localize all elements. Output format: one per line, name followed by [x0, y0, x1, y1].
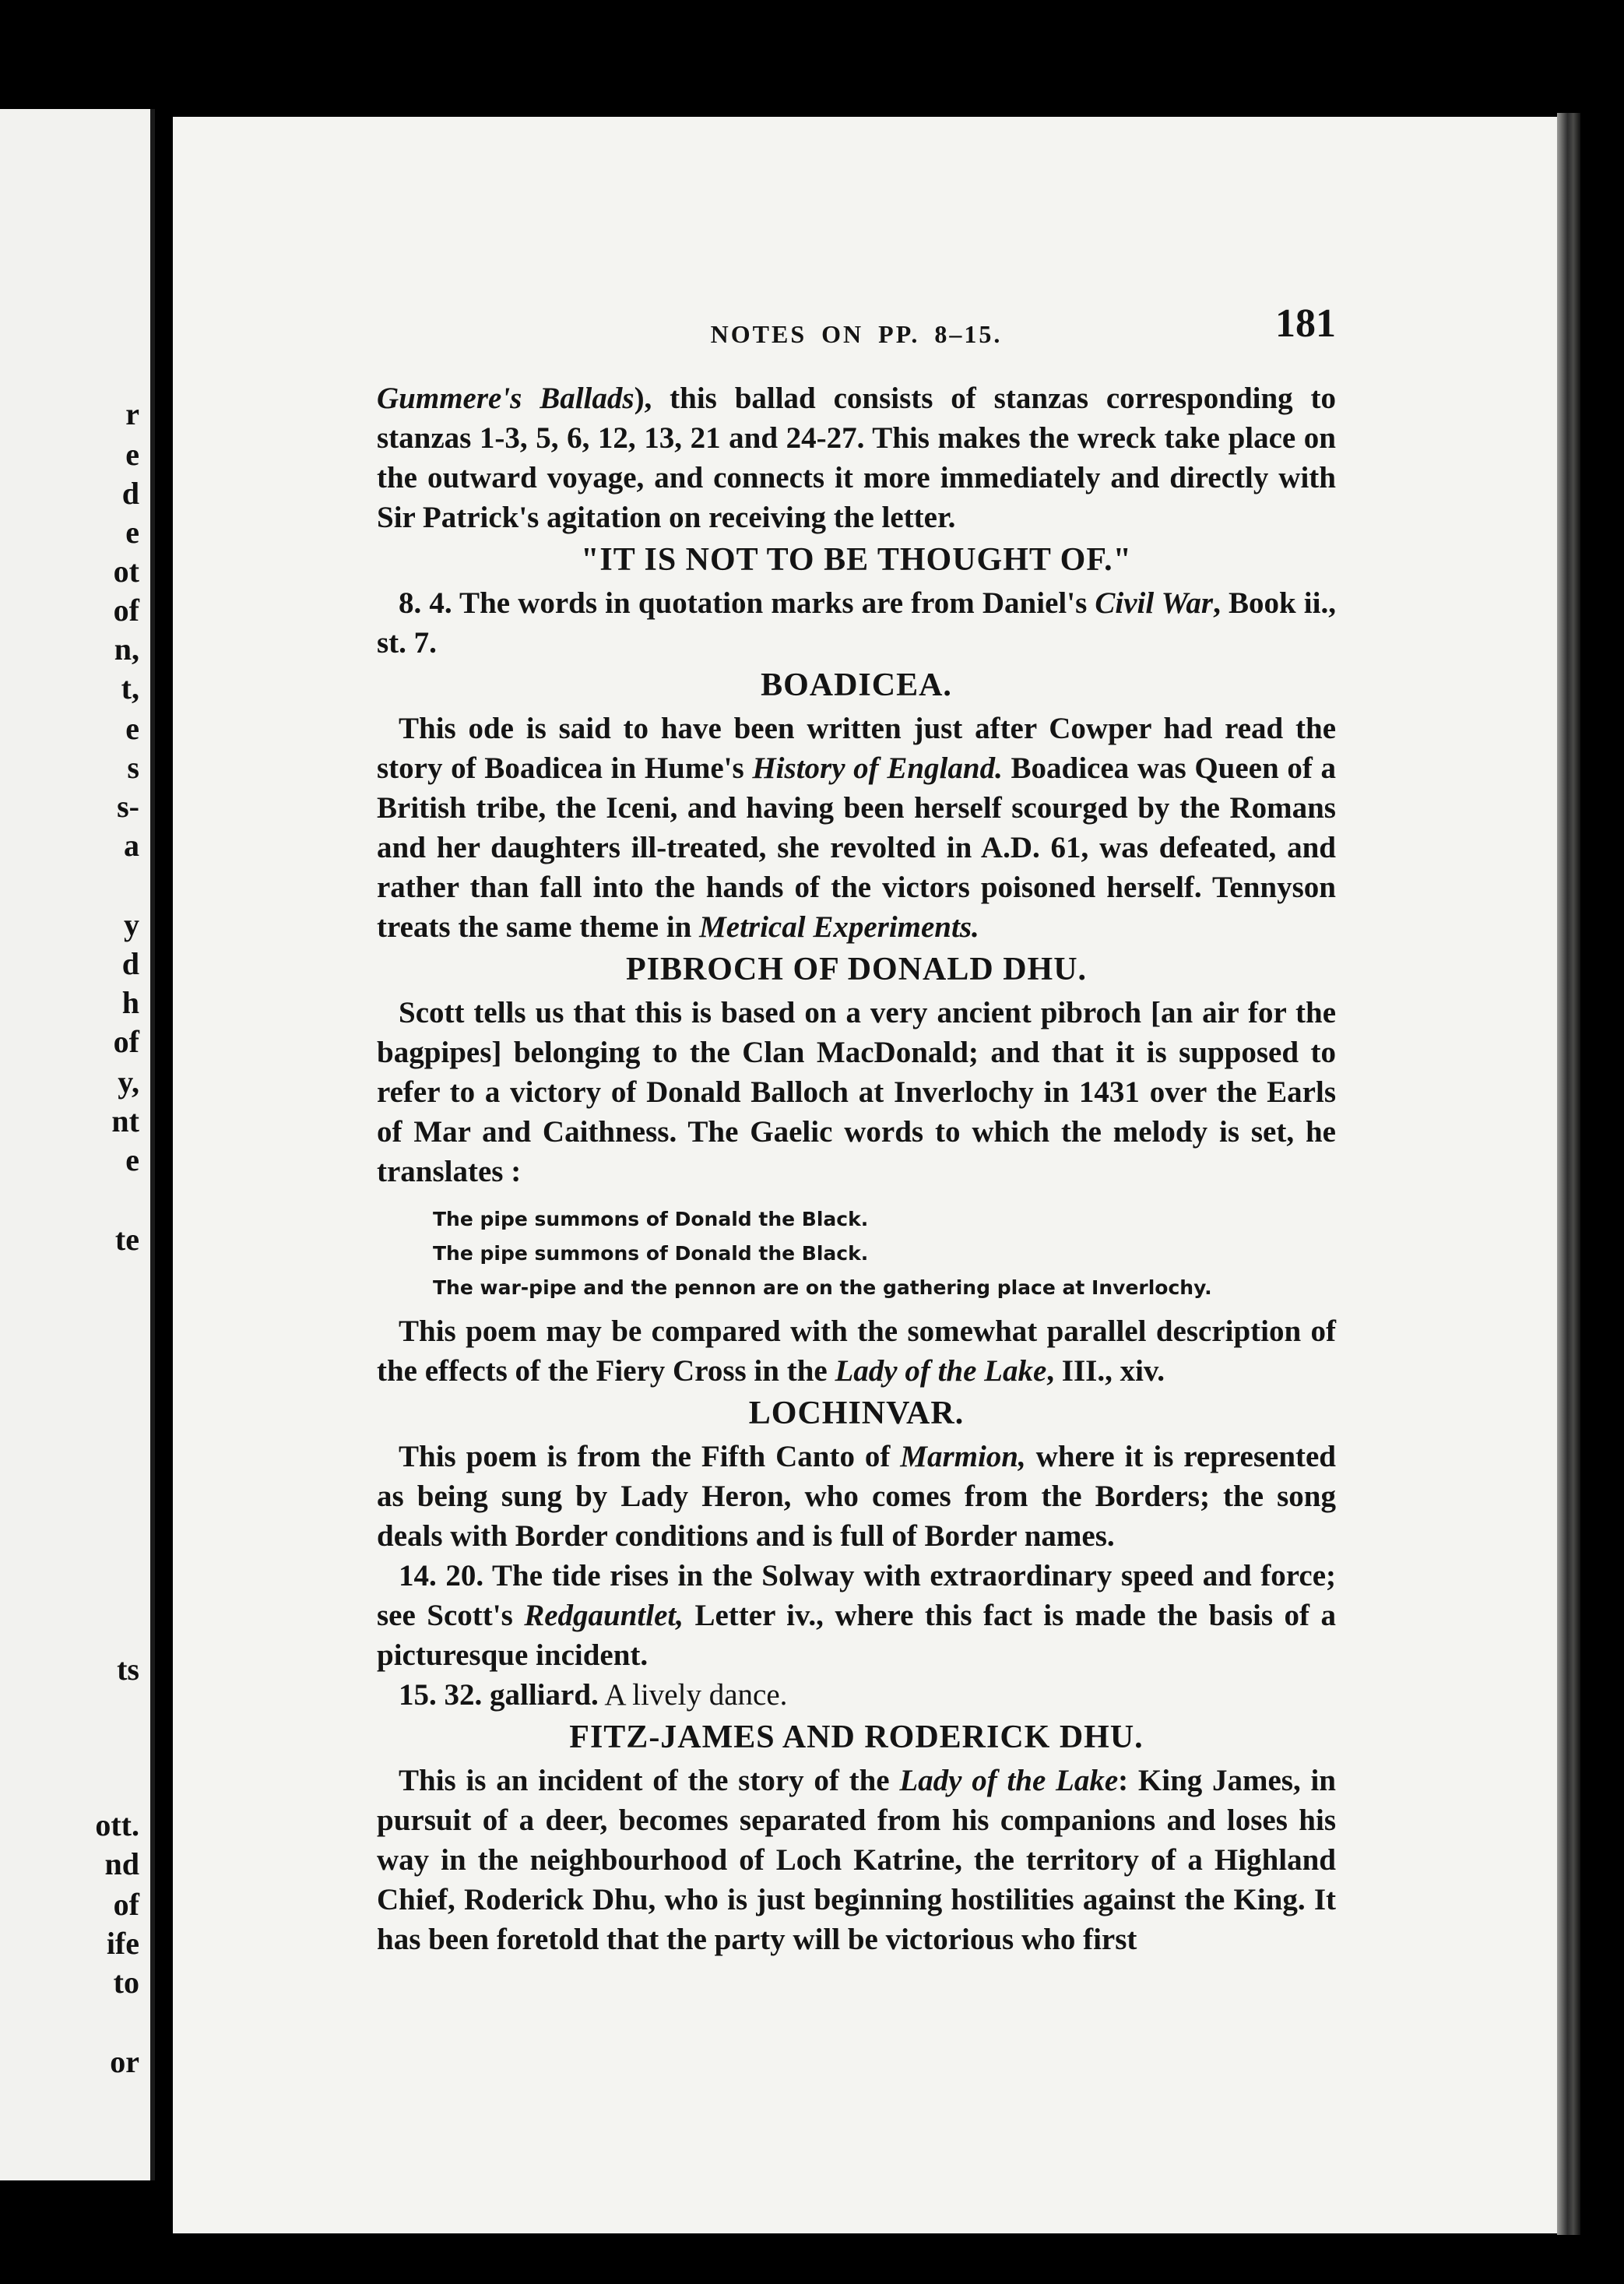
left-fragment: ts	[117, 1652, 139, 1687]
verse-line: The war-pipe and the pennon are on the gathering place at Inverlochy.	[433, 1276, 1212, 1299]
previous-page-edge	[0, 109, 155, 2180]
paragraph: 14. 20. The tide rises in the Solway with extraordinary speed and force; see Scott's Redgauntlet, Letter iv., where this fact is made the basis of a picturesque incident.	[377, 1559, 1336, 1672]
left-fragment: nt	[111, 1103, 139, 1138]
page-text	[377, 301, 1337, 1959]
left-fragment: r	[125, 396, 139, 431]
page-number: 181	[1275, 301, 1336, 346]
section-heading: LOCHINVAR.	[748, 1395, 965, 1431]
paragraph: This poem may be compared with the somewhat parallel description of the effects of the Fiery Cross in the Lady of the Lake, III., xiv.	[377, 1314, 1336, 1388]
left-fragment: nd	[104, 1846, 139, 1881]
verse-line: The pipe summons of Donald the Black.	[433, 1242, 869, 1265]
italic-title: Gummere's Ballads	[377, 382, 634, 415]
left-fragment: e	[125, 437, 139, 472]
left-fragment: ot	[113, 554, 139, 589]
paragraph: Gummere's Ballads), this ballad consists of stanzas corresponding to stanzas 1-3, 5, 6, 12, 13, 21 and 24-27. This makes the wreck take place on the outward voyage, and connects it more immediately and directly with Sir Patrick's agitation on receiving the letter.	[377, 382, 1336, 534]
left-fragment: e	[125, 515, 139, 550]
left-fragment: n,	[114, 632, 139, 667]
section-heading: FITZ-JAMES AND RODERICK DHU.	[569, 1719, 1144, 1755]
left-fragment: d	[121, 946, 139, 981]
paragraph: Scott tells us that this is based on a very ancient pibroch [an air for the bagpipes] belonging to the Clan MacDonald; and that it is supposed to refer to a victory of Donald Balloch at Inverlochy in 1431 over the Earls of Mar and Caithness. The Gaelic words to which the melody is set, he translates :	[377, 996, 1336, 1188]
left-fragment: of	[113, 1024, 139, 1059]
left-fragment: s	[127, 750, 139, 785]
left-fragment: te	[114, 1222, 139, 1257]
left-fragment: a	[124, 828, 139, 863]
left-fragment: h	[121, 985, 139, 1020]
left-fragment: y,	[118, 1065, 139, 1100]
left-fragment: t,	[121, 670, 139, 706]
section-heading: BOADICEA.	[761, 667, 952, 703]
left-fragment: or	[110, 2044, 139, 2079]
left-fragment: s-	[117, 789, 139, 824]
paragraph: 15. 32. galliard. A lively dance.	[399, 1678, 788, 1712]
left-fragment: e	[125, 1142, 139, 1177]
verse-line: The pipe summons of Donald the Black.	[433, 1208, 869, 1230]
left-fragment: e	[125, 711, 139, 746]
paragraph: This is an incident of the story of the Lady of the Lake: King James, in pursuit of a deer, becomes separated from his companions and loses his way in the neighbourhood of Loch Katrine, the territory of a Highland Chief, Roderick Dhu, who is just beginning hostilities against the King. It has been foretold that the party will be victorious who first	[377, 1764, 1336, 1956]
section-heading: PIBROCH OF DONALD DHU.	[625, 952, 1088, 987]
left-fragment: d	[121, 476, 139, 511]
left-fragment: ott.	[95, 1807, 139, 1842]
left-fragment: ife	[106, 1926, 139, 1961]
page-header	[377, 301, 1336, 361]
paragraph: This ode is said to have been written just after Cowper had read the story of Boadicea in Hume's History of England. Boadicea was Queen of a British tribe, the Iceni, and having been herself scourged by the Romans and her daughters ill-treated, she revolted in A.D. 61, was defeated, and rather than fall into the hands of the victors poisoned herself. Tennyson treats the same theme in Metrical Experiments.	[377, 712, 1337, 944]
section-heading: "IT IS NOT TO BE THOUGHT OF."	[581, 542, 1132, 578]
verse-quotation	[433, 1202, 1336, 1305]
paragraph: This poem is from the Fifth Canto of Marmion, where it is represented as being sung by Lady Heron, who comes from the Borders; the song deals with Border conditions and is full of Border names.	[377, 1440, 1336, 1553]
running-head: NOTES ON PP. 8–15.	[710, 320, 1003, 348]
page-stack-edge	[1557, 113, 1580, 2235]
left-fragment: to	[113, 1965, 139, 2000]
left-fragment: y	[124, 907, 139, 942]
paragraph: 8. 4. The words in quotation marks are from Daniel's Civil War, Book ii., st. 7.	[377, 586, 1336, 660]
left-fragment: of	[113, 593, 139, 628]
left-fragment: of	[113, 1887, 139, 1922]
